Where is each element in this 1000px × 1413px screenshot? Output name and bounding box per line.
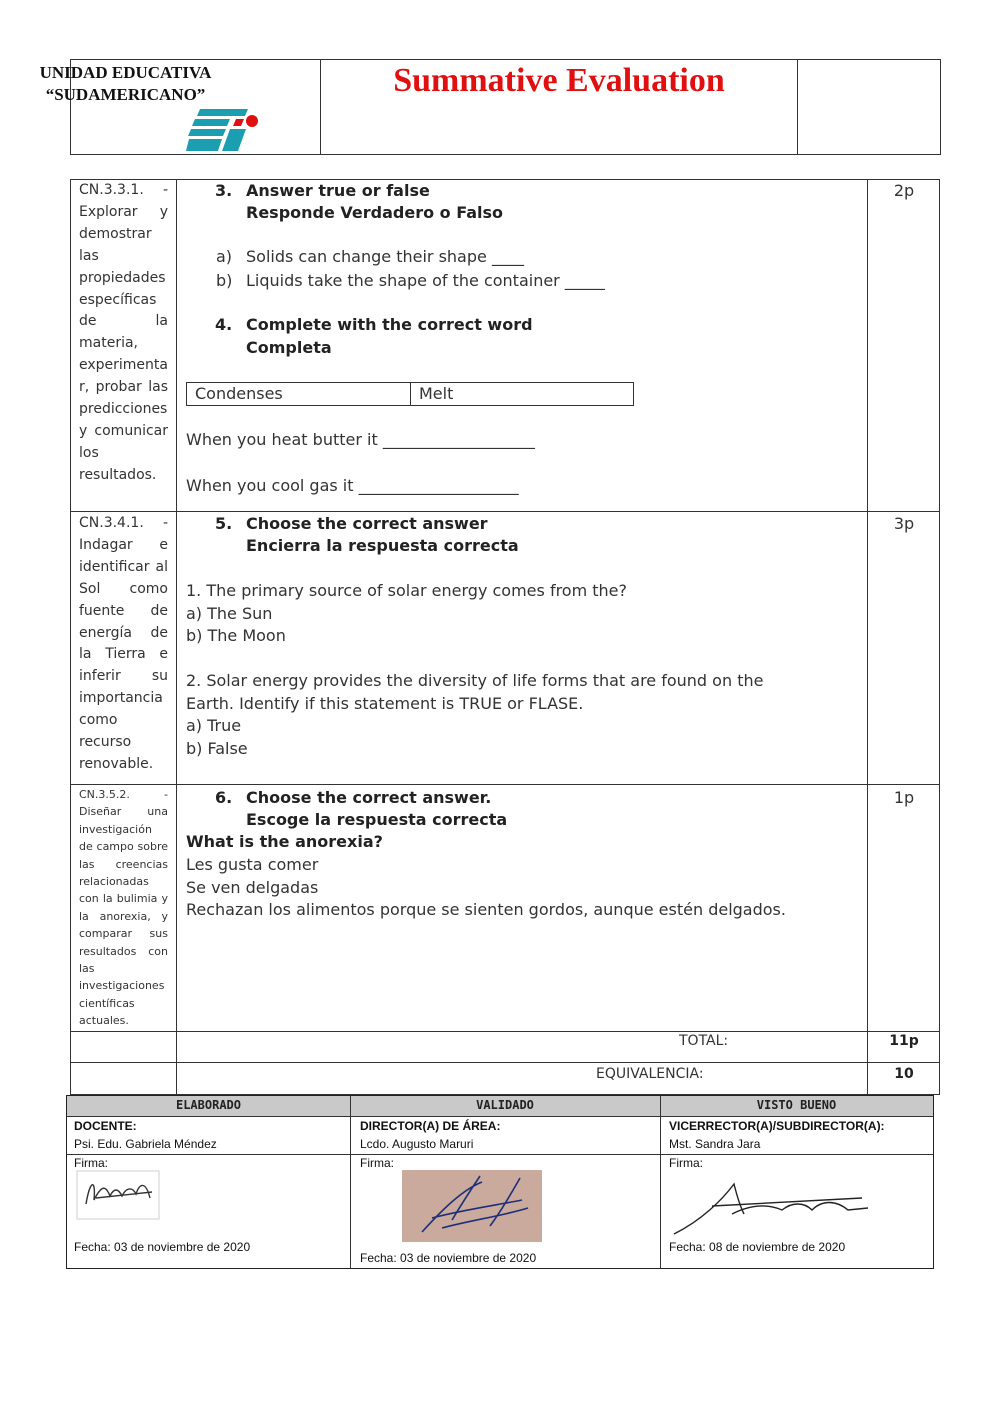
answer-option: b) The Moon [186,626,286,645]
points-value: 2p [893,181,915,200]
curriculum-code: CN.3.5.2. - Diseñar una investigación de campo sobre las creencias relacionadas con la bulimia y la anorexia, y comparar sus resultados con las investigaciones científicas actuales. [79,788,168,1028]
header-empty-cell [797,59,798,155]
item-label: a) [216,247,233,266]
divider [70,511,940,512]
page-title: Summative Evaluation [393,62,725,99]
divider [410,382,411,406]
divider [660,1096,661,1268]
question-subtitle: Completa [246,338,332,357]
school-name-line2: “SUDAMERICANO” [45,85,206,104]
question-title: Answer true or false [246,181,430,200]
question-number: 3. [215,181,233,200]
date-text: Fecha: 03 de noviembre de 2020 [360,1251,537,1265]
question-subtitle: Escoge la respuesta correcta [246,810,508,829]
total-label: TOTAL: [679,1033,729,1049]
curriculum-code: CN.3.3.1. - Explorar y demostrar las propiedades específicas de la materia, experimentar, probar las predicciones y comunicar los resultados. [79,182,168,483]
signature-image-teacher [76,1170,160,1220]
divider [867,179,868,1095]
signature-image-vicerrector [672,1180,872,1238]
divider [70,1062,940,1063]
question-line: 2. Solar energy provides the diversity of life forms that are found on the [186,671,764,690]
question-number: 5. [215,514,233,533]
question-number: 6. [215,788,233,807]
question-line: 1. The primary source of solar energy comes from the? [186,581,628,600]
person-name: Psi. Edu. Gabriela Méndez [74,1137,217,1151]
item-text: Liquids take the shape of the container _____ [246,271,605,290]
points-value: 3p [893,514,915,533]
role-label: DIRECTOR(A) DE ÁREA: [360,1119,501,1133]
divider [350,1096,351,1268]
answer-option: Se ven delgadas [186,878,319,897]
signature-label: Firma: [74,1156,108,1170]
person-name: Lcdo. Augusto Maruri [360,1137,474,1151]
total-value: 11p [889,1033,919,1049]
points-value: 1p [893,788,915,807]
question-subtitle: Encierra la respuesta correcta [246,536,519,555]
question-line: Earth. Identify if this statement is TRUE or FLASE. [186,694,584,713]
date-text: Fecha: 03 de noviembre de 2020 [74,1240,251,1254]
answer-option: Rechazan los alimentos porque se sienten gordos, aunque estén delgados. [186,900,786,919]
divider [67,1116,933,1117]
question-title: Complete with the correct word [246,315,533,334]
question-subtitle: Responde Verdadero o Falso [246,203,504,222]
divider [176,179,177,1095]
school-name-line1: UNIDAD EDUCATIVA [39,63,212,82]
role-label: DOCENTE: [74,1119,137,1133]
school-logo-icon [186,107,262,153]
divider [70,1031,940,1032]
word-bank-item: Condenses [195,384,283,403]
question-number: 4. [215,315,233,334]
signature-label: Firma: [669,1156,703,1170]
divider [70,784,940,785]
answer-option: b) False [186,739,248,758]
signature-image-director [402,1170,542,1242]
signature-label: Firma: [360,1156,394,1170]
divider [67,1154,933,1155]
equivalence-label: EQUIVALENCIA: [596,1066,704,1082]
column-heading: VISTO BUENO [756,1098,837,1112]
word-bank-item: Melt [419,384,454,403]
equivalence-value: 10 [894,1066,914,1082]
curriculum-code: CN.3.4.1. - Indagar e identificar al Sol como fuente de energía de la Tierra e inferir su importancia como recurso renovable. [79,515,168,772]
answer-option: Les gusta comer [186,855,319,874]
question-title: Choose the correct answer. [246,788,492,807]
column-heading: ELABORADO [175,1098,242,1112]
person-name: Mst. Sandra Jara [669,1137,761,1151]
column-heading: VALIDADO [476,1098,534,1112]
answer-option: a) The Sun [186,604,273,623]
fill-blank-sentence: When you cool gas it ____________________ [186,476,519,495]
date-text: Fecha: 08 de noviembre de 2020 [669,1240,846,1254]
question-title: Choose the correct answer [246,514,488,533]
item-text: Solids can change their shape ____ [246,247,524,266]
answer-option: a) True [186,716,242,735]
fill-blank-sentence: When you heat butter it ___________________ [186,430,535,449]
question-text: What is the anorexia? [186,832,383,851]
item-label: b) [216,271,233,290]
role-label: VICERRECTOR(A)/SUBDIRECTOR(A): [669,1119,885,1133]
